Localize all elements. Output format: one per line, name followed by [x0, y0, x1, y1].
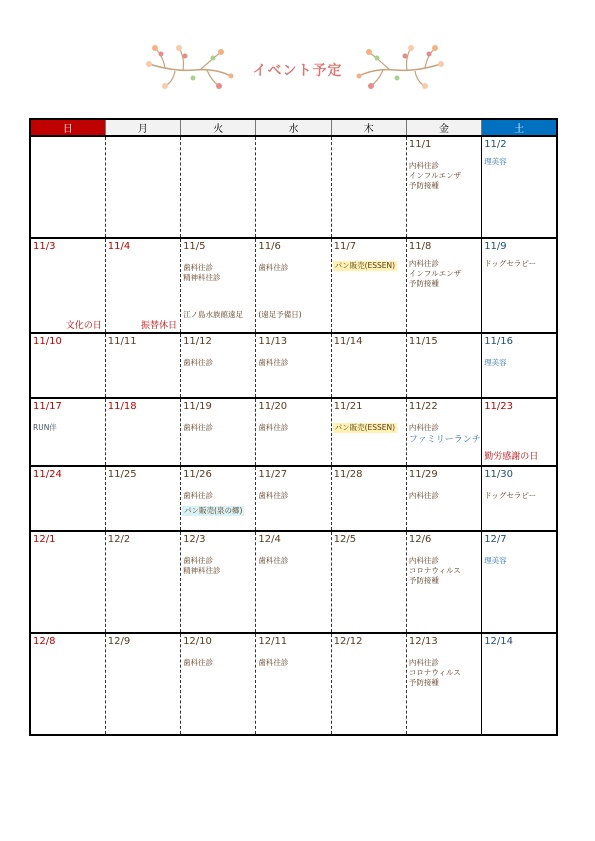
event-item: コロナウィルス [408, 668, 461, 677]
event-item: 歯科往診 [183, 556, 214, 566]
event-item: パン販売(ESSEN) [334, 260, 396, 270]
week-row [30, 466, 557, 532]
weekday-friday: 金 [406, 119, 481, 136]
week-row [30, 136, 557, 238]
page-title: イベント予定 [252, 63, 343, 79]
day-cell [181, 333, 256, 399]
day-date: 11/10 [33, 335, 62, 347]
day-cell [482, 633, 557, 735]
event-item: 歯科往診 [183, 357, 214, 367]
day-date: 11/28 [333, 468, 363, 480]
day-cell-empty [256, 136, 331, 238]
weekday-monday: 月 [105, 119, 180, 136]
floral-sprig-right-icon [355, 42, 445, 90]
day-cell [331, 398, 406, 465]
day-date: 11/4 [107, 240, 131, 252]
day-date: 11/1 [408, 139, 432, 150]
day-date: 12/3 [183, 534, 206, 546]
day-date: 11/2 [484, 139, 507, 150]
event-item: 予防接種 [408, 576, 439, 586]
event-item: 理美容 [484, 556, 507, 566]
week-row [30, 333, 557, 399]
weekday-wednesday: 水 [256, 119, 331, 136]
day-cell [181, 531, 256, 633]
day-date: 11/9 [484, 240, 507, 252]
day-cell [406, 466, 481, 532]
event-item: パン販売(泉の郷) [184, 506, 243, 516]
event-item: 精神科往診 [183, 566, 221, 576]
day-cell [482, 136, 557, 238]
event-item: 歯科往診 [258, 658, 289, 667]
day-date: 11/7 [333, 240, 357, 252]
day-cell [30, 398, 105, 465]
event-item: 歯科往診 [183, 423, 214, 433]
day-date: 11/27 [258, 468, 288, 480]
day-cell [331, 633, 406, 735]
weekday-thursday: 木 [331, 119, 406, 136]
event-item: 内科往診 [408, 556, 439, 566]
event-family-lunch: ファミリーランチ [408, 434, 481, 445]
day-cell [30, 466, 105, 532]
day-date: 12/2 [107, 534, 131, 546]
event-item: 内科往診 [408, 658, 439, 667]
day-cell [406, 633, 481, 735]
day-cell [181, 238, 256, 333]
event-item: 歯科往診 [258, 262, 289, 272]
day-cell [105, 531, 180, 633]
day-cell-empty [181, 136, 256, 238]
day-cell [406, 136, 481, 238]
week-row [30, 398, 557, 465]
week-row [30, 531, 557, 633]
day-cell [256, 466, 331, 532]
day-date: 12/10 [183, 636, 212, 647]
day-cell [331, 333, 406, 399]
holiday-label: 振替休日 [141, 320, 178, 331]
event-item: 内科往診 [408, 490, 439, 500]
event-item: 江ノ島水族館遠足 [183, 309, 244, 319]
day-cell [482, 398, 557, 465]
day-cell [406, 531, 481, 633]
event-item: 内科往診 [408, 258, 439, 268]
day-date: 12/1 [33, 534, 56, 546]
day-cell-empty [105, 136, 180, 238]
day-cell [181, 466, 256, 532]
day-date: 12/14 [484, 636, 514, 647]
weekday-saturday: 土 [482, 119, 557, 136]
weekday-header-row [30, 119, 557, 136]
day-date: 11/25 [107, 468, 137, 480]
day-cell [105, 333, 180, 399]
day-cell [30, 238, 105, 333]
day-cell [30, 633, 105, 735]
week-row [30, 238, 557, 333]
event-item: インフルエンザ [408, 171, 462, 180]
day-date: 11/18 [107, 401, 137, 413]
event-item: コロナウィルス [408, 566, 461, 576]
day-cell [105, 466, 180, 532]
day-cell [406, 398, 481, 465]
event-item: 内科往診 [408, 161, 439, 170]
day-cell [30, 333, 105, 399]
day-date: 12/11 [258, 636, 288, 647]
holiday-label: 文化の日 [65, 320, 102, 331]
event-item: 予防接種 [408, 678, 439, 687]
day-cell [256, 398, 331, 465]
event-item: 内科往診 [408, 423, 439, 433]
event-item: 理美容 [484, 157, 507, 166]
event-item: 歯科往診 [258, 423, 289, 433]
day-date: 12/8 [33, 636, 56, 647]
day-date: 11/6 [258, 240, 281, 252]
day-date: 11/24 [33, 468, 62, 480]
day-cell [181, 398, 256, 465]
day-cell [406, 238, 481, 333]
day-cell [30, 531, 105, 633]
day-cell [256, 633, 331, 735]
event-item: 予防接種 [408, 278, 439, 288]
day-date: 12/4 [258, 534, 281, 546]
day-date: 11/3 [33, 240, 56, 252]
day-cell [482, 531, 557, 633]
day-cell [105, 633, 180, 735]
day-cell [482, 238, 557, 333]
event-item: 歯科往診 [258, 357, 289, 367]
event-item: ドッグセラピー [484, 258, 537, 268]
weekday-tuesday: 火 [181, 119, 256, 136]
day-date: 11/30 [484, 468, 514, 480]
event-item: 歯科往診 [183, 262, 214, 272]
day-cell [482, 333, 557, 399]
event-item: 歯科往診 [183, 490, 214, 500]
day-cell [105, 238, 180, 333]
day-cell [181, 633, 256, 735]
day-date: 12/9 [107, 636, 131, 647]
day-cell-empty [331, 136, 406, 238]
day-date: 11/22 [408, 401, 438, 413]
day-date: 12/7 [484, 534, 507, 546]
day-cell [406, 333, 481, 399]
day-date: 11/19 [183, 401, 212, 413]
event-calendar [29, 118, 558, 736]
event-item: RUN伴 [33, 423, 57, 433]
day-date: 11/29 [408, 468, 438, 480]
event-item: 精神科往診 [183, 272, 221, 282]
day-cell [256, 238, 331, 333]
day-date: 12/5 [333, 534, 357, 546]
week-row [30, 633, 557, 735]
day-date: 11/26 [183, 468, 212, 480]
day-date: 11/12 [183, 335, 212, 347]
day-date: 11/13 [258, 335, 288, 347]
event-item: インフルエンザ [408, 268, 462, 278]
day-date: 12/6 [408, 534, 432, 546]
weekday-sunday: 日 [30, 119, 105, 136]
day-cell [105, 398, 180, 465]
day-cell [331, 238, 406, 333]
day-cell [482, 466, 557, 532]
day-date: 11/11 [107, 335, 137, 347]
day-cell-empty [30, 136, 105, 238]
event-item: 歯科往診 [258, 556, 289, 566]
day-date: 11/15 [408, 335, 438, 347]
event-item: 歯科往診 [258, 490, 289, 500]
event-item: 歯科往診 [183, 658, 214, 667]
day-cell [256, 333, 331, 399]
day-date: 11/14 [333, 335, 363, 347]
event-item: 理美容 [484, 357, 507, 367]
day-date: 11/5 [183, 240, 206, 252]
day-date: 12/12 [333, 636, 363, 647]
day-date: 11/17 [33, 401, 62, 413]
day-date: 12/13 [408, 636, 438, 647]
day-cell [331, 531, 406, 633]
event-item: パン販売(ESSEN) [334, 423, 396, 433]
event-item: 予防接種 [408, 181, 439, 190]
event-item: (遠足予備日) [258, 309, 302, 319]
day-date: 11/23 [484, 401, 514, 413]
day-date: 11/21 [333, 401, 363, 413]
day-date: 11/8 [408, 240, 432, 252]
day-date: 11/16 [484, 335, 514, 347]
day-cell [256, 531, 331, 633]
day-date: 11/20 [258, 401, 288, 413]
event-item: ドッグセラピー [484, 490, 537, 500]
holiday-label: 勤労感謝の日 [484, 451, 539, 462]
day-cell [331, 466, 406, 532]
